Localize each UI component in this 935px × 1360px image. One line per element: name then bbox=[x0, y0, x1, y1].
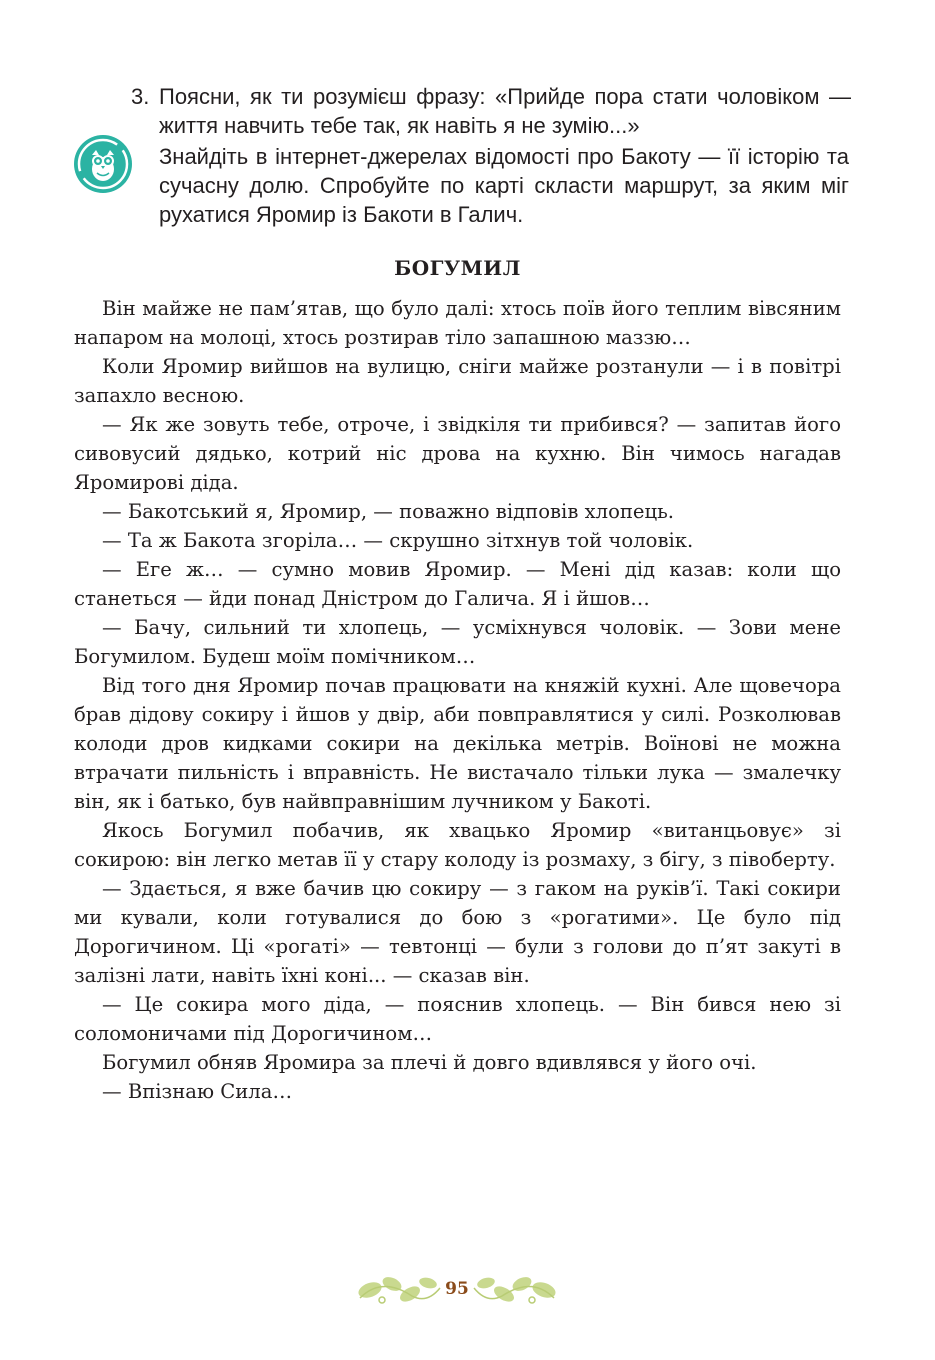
story-title: БОГУМИЛ bbox=[394, 256, 521, 280]
paragraph: Богумил обняв Яромира за плечі й довго вдивлявся у його очі. bbox=[102, 1051, 757, 1074]
page-footer bbox=[352, 1268, 562, 1310]
story-text bbox=[74, 294, 841, 1106]
paragraph: — Це сокира мого діда, — пояснив хлопець. — Він бився нею зі соломоничами під Дорогичином… bbox=[74, 993, 841, 1045]
page-number: 95 bbox=[445, 1279, 469, 1299]
paragraph: Від того дня Яромир почав працювати на княжій кухні. Але щовечора брав дідову сокиру і йшов у двір, аби повправлятися у силі. Розколював колоди дров кидками сокири на декілька метрів. Воїнові не можна втрачати пильність і вправність. Не вистачало тільки лука — змалечку він, як і батько, був найвправнішим лучником у Бакоті. bbox=[74, 674, 841, 813]
paragraph: Якось Богумил побачив, як хвацько Яромир «витанцьовує» зі сокирою: він легко метав її у стару колоду із розмаху, з бігу, з півоберту. bbox=[74, 819, 841, 871]
paragraph: — Впізнаю Сила… bbox=[102, 1080, 293, 1103]
paragraph: — Та ж Бакота згоріла… — скрушно зітхнув той чоловік. bbox=[102, 529, 694, 552]
paragraph: Коли Яромир вийшов на вулицю, сніги майже розтанули — і в повітрі запахло весною. bbox=[74, 355, 841, 407]
paragraph: — Здається, я вже бачив цю сокиру — з гаком на руків’ї. Такі сокири ми кували, коли готувалися до бою з «рогатими». Це було під Дорогичином. Ці «рогаті» — тевтонці — були з голови до п’ят закуті в залізні лати, навіть їхні коні... — сказав він. bbox=[74, 877, 841, 987]
paragraph: — Бачу, сильний ти хлопець, — усміхнувся чоловік. — Зови мене Богумилом. Будеш моїм помічником… bbox=[74, 616, 841, 668]
paragraph: — Еге ж… — сумно мовив Яромир. — Мені дід казав: коли що станеться — йди понад Дністром до Галича. Я і йшов… bbox=[74, 558, 841, 610]
paragraph: Він майже не пам’ятав, що було далі: хтось поїв його теплим вівсяним напаром на молоці, хтось розтирав тіло запашною маззю… bbox=[74, 297, 841, 349]
internet-task-text: Знайдіть в інтернет-джерелах відомості про Бакоту — її історію та сучасну долю. Спробуйте по карті скласти маршрут, за яким міг рухатися Яромир із Бакоти в Галич. bbox=[159, 144, 849, 227]
task-3 bbox=[131, 82, 851, 140]
paragraph: — Як же зовуть тебе, отроче, і звідкіля ти прибився? — запитав його сивовусий дядько, котрий ніс дрова на кухню. Він чимось нагадав Яромирові діда. bbox=[74, 413, 841, 494]
task-number: 3. bbox=[131, 84, 150, 109]
owl-internet-icon bbox=[72, 133, 134, 195]
paragraph: — Бакотський я, Яромир, — поважно відповів хлопець. bbox=[102, 500, 675, 523]
task-text: Поясни, як ти розумієш фразу: «Прийде пора стати чоловіком — життя навчить тебе так, як навіть я не зумію...» bbox=[159, 84, 851, 138]
